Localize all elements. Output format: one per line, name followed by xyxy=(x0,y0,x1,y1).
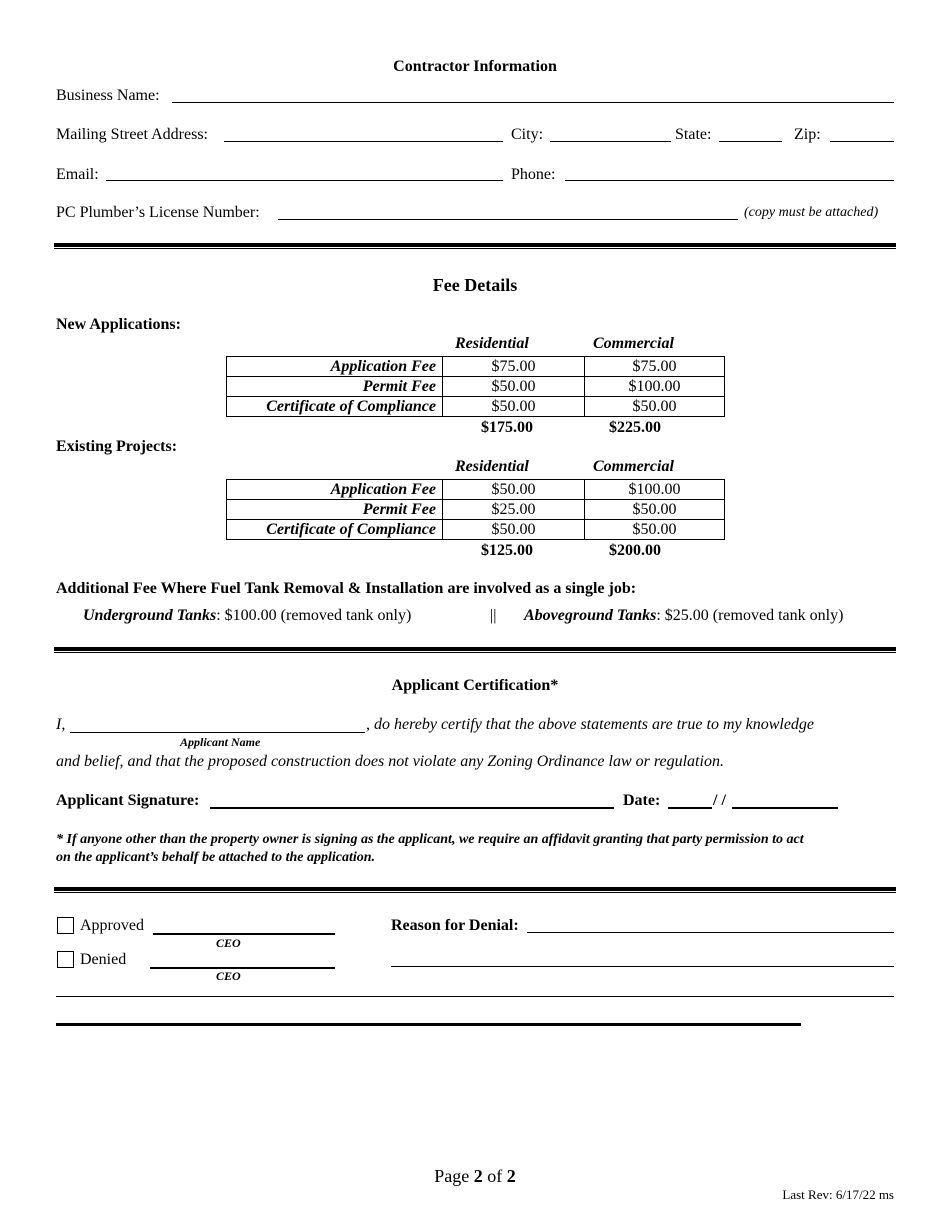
business-name-label: Business Name: xyxy=(56,87,160,104)
page-of: of xyxy=(482,1166,507,1186)
contractor-title: Contractor Information xyxy=(393,58,557,75)
col-commercial: Commercial xyxy=(593,458,674,475)
table-row xyxy=(227,377,725,397)
existing-total-com: $200.00 xyxy=(609,542,661,559)
new-total-com: $225.00 xyxy=(609,419,661,436)
fee-name: Certificate of Compliance xyxy=(227,520,443,540)
fee-com: $75.00 xyxy=(585,357,725,377)
approved-checkbox[interactable] xyxy=(57,917,74,934)
signature-label: Applicant Signature: xyxy=(56,792,200,809)
fee-res: $50.00 xyxy=(443,397,585,417)
zip-label: Zip: xyxy=(794,126,821,143)
total-pages: 2 xyxy=(506,1166,516,1186)
existing-projects-label: Existing Projects: xyxy=(56,438,178,455)
cert-title: Applicant Certification* xyxy=(391,677,559,694)
fee-com: $50.00 xyxy=(585,500,725,520)
section-divider xyxy=(54,243,896,249)
mailing-label: Mailing Street Address: xyxy=(56,126,208,143)
fee-res: $75.00 xyxy=(443,357,585,377)
applicant-name-field[interactable] xyxy=(70,732,365,733)
zip-field[interactable] xyxy=(830,141,894,142)
page-number xyxy=(0,1167,950,1185)
denied-checkbox[interactable] xyxy=(57,951,74,968)
table-row xyxy=(227,397,725,417)
reason-field[interactable] xyxy=(527,932,894,933)
date-year-field[interactable] xyxy=(732,807,838,809)
cert-text1: , do hereby certify that the above statements are true to my knowledge xyxy=(366,716,815,733)
additional-fee-heading: Additional Fee Where Fuel Tank Removal & Installation are involved as a single job: xyxy=(56,580,637,597)
table-row xyxy=(227,480,725,500)
current-page: 2 xyxy=(473,1166,483,1186)
email-field[interactable] xyxy=(106,180,503,181)
fee-name: Permit Fee xyxy=(227,500,443,520)
mailing-field[interactable] xyxy=(224,141,503,142)
col-residential: Residential xyxy=(455,335,529,352)
fee-name: Certificate of Compliance xyxy=(227,397,443,417)
denied-ceo-field[interactable] xyxy=(150,967,335,969)
date-label: Date: xyxy=(623,792,661,809)
section-divider xyxy=(54,647,896,653)
fee-name: Application Fee xyxy=(227,480,443,500)
underground-label: Underground Tanks xyxy=(83,607,217,624)
col-residential: Residential xyxy=(455,458,529,475)
date-month-field[interactable] xyxy=(668,807,712,809)
license-note: (copy must be attached) xyxy=(744,205,879,220)
fee-com: $100.00 xyxy=(585,377,725,397)
footnote-line1: * If anyone other than the property owner is signing as the applicant, we require an affidavit granting that party permission to act xyxy=(56,832,804,847)
phone-label: Phone: xyxy=(511,166,556,183)
license-label: PC Plumber’s License Number: xyxy=(56,204,260,221)
fee-title: Fee Details xyxy=(432,275,518,295)
page-prefix: Page xyxy=(434,1166,474,1186)
new-applications-label: New Applications: xyxy=(56,316,181,333)
divider-line xyxy=(56,996,894,997)
new-total-res: $175.00 xyxy=(481,419,533,436)
existing-total-res: $125.00 xyxy=(481,542,533,559)
new-fee-table xyxy=(226,356,725,417)
state-label: State: xyxy=(675,126,712,143)
approved-ceo-field[interactable] xyxy=(153,933,335,935)
cert-i: I, xyxy=(56,716,66,733)
table-row xyxy=(227,500,725,520)
divider-line-thick xyxy=(56,1023,801,1026)
table-row xyxy=(227,357,725,377)
existing-fee-table xyxy=(226,479,725,540)
city-field[interactable] xyxy=(550,141,671,142)
fee-res: $50.00 xyxy=(443,377,585,397)
fee-res: $50.00 xyxy=(443,520,585,540)
state-field[interactable] xyxy=(719,141,782,142)
last-revision: Last Rev: 6/17/22 ms xyxy=(782,1187,894,1202)
underground-text: : $100.00 (removed tank only) xyxy=(216,607,412,624)
fee-name: Application Fee xyxy=(227,357,443,377)
reason-label: Reason for Denial: xyxy=(391,917,519,934)
city-label: City: xyxy=(511,126,544,143)
email-label: Email: xyxy=(56,166,99,183)
fee-com: $50.00 xyxy=(585,520,725,540)
ceo-caption: CEO xyxy=(216,936,241,950)
footnote-line2: on the applicant’s behalf be attached to the application. xyxy=(56,850,376,865)
fee-com: $100.00 xyxy=(585,480,725,500)
separator: || xyxy=(490,607,497,624)
applicant-name-caption: Applicant Name xyxy=(180,735,261,749)
section-divider xyxy=(54,887,896,893)
date-separator: / / xyxy=(713,792,726,809)
aboveground-label: Aboveground Tanks xyxy=(524,607,657,624)
cert-text2: and belief, and that the proposed construction does not violate any Zoning Ordinance law or regulation. xyxy=(56,753,724,770)
aboveground-text: : $25.00 (removed tank only) xyxy=(656,607,844,624)
fee-name: Permit Fee xyxy=(227,377,443,397)
table-row xyxy=(227,520,725,540)
fee-com: $50.00 xyxy=(585,397,725,417)
business-name-field[interactable] xyxy=(172,102,894,103)
col-commercial: Commercial xyxy=(593,335,674,352)
reason-field-line2[interactable] xyxy=(391,966,894,967)
denied-label: Denied xyxy=(80,951,127,968)
license-field[interactable] xyxy=(278,219,738,220)
fee-res: $50.00 xyxy=(443,480,585,500)
signature-field[interactable] xyxy=(210,807,614,809)
ceo-caption: CEO xyxy=(216,969,241,983)
phone-field[interactable] xyxy=(565,180,894,181)
fee-res: $25.00 xyxy=(443,500,585,520)
approved-label: Approved xyxy=(80,917,144,934)
